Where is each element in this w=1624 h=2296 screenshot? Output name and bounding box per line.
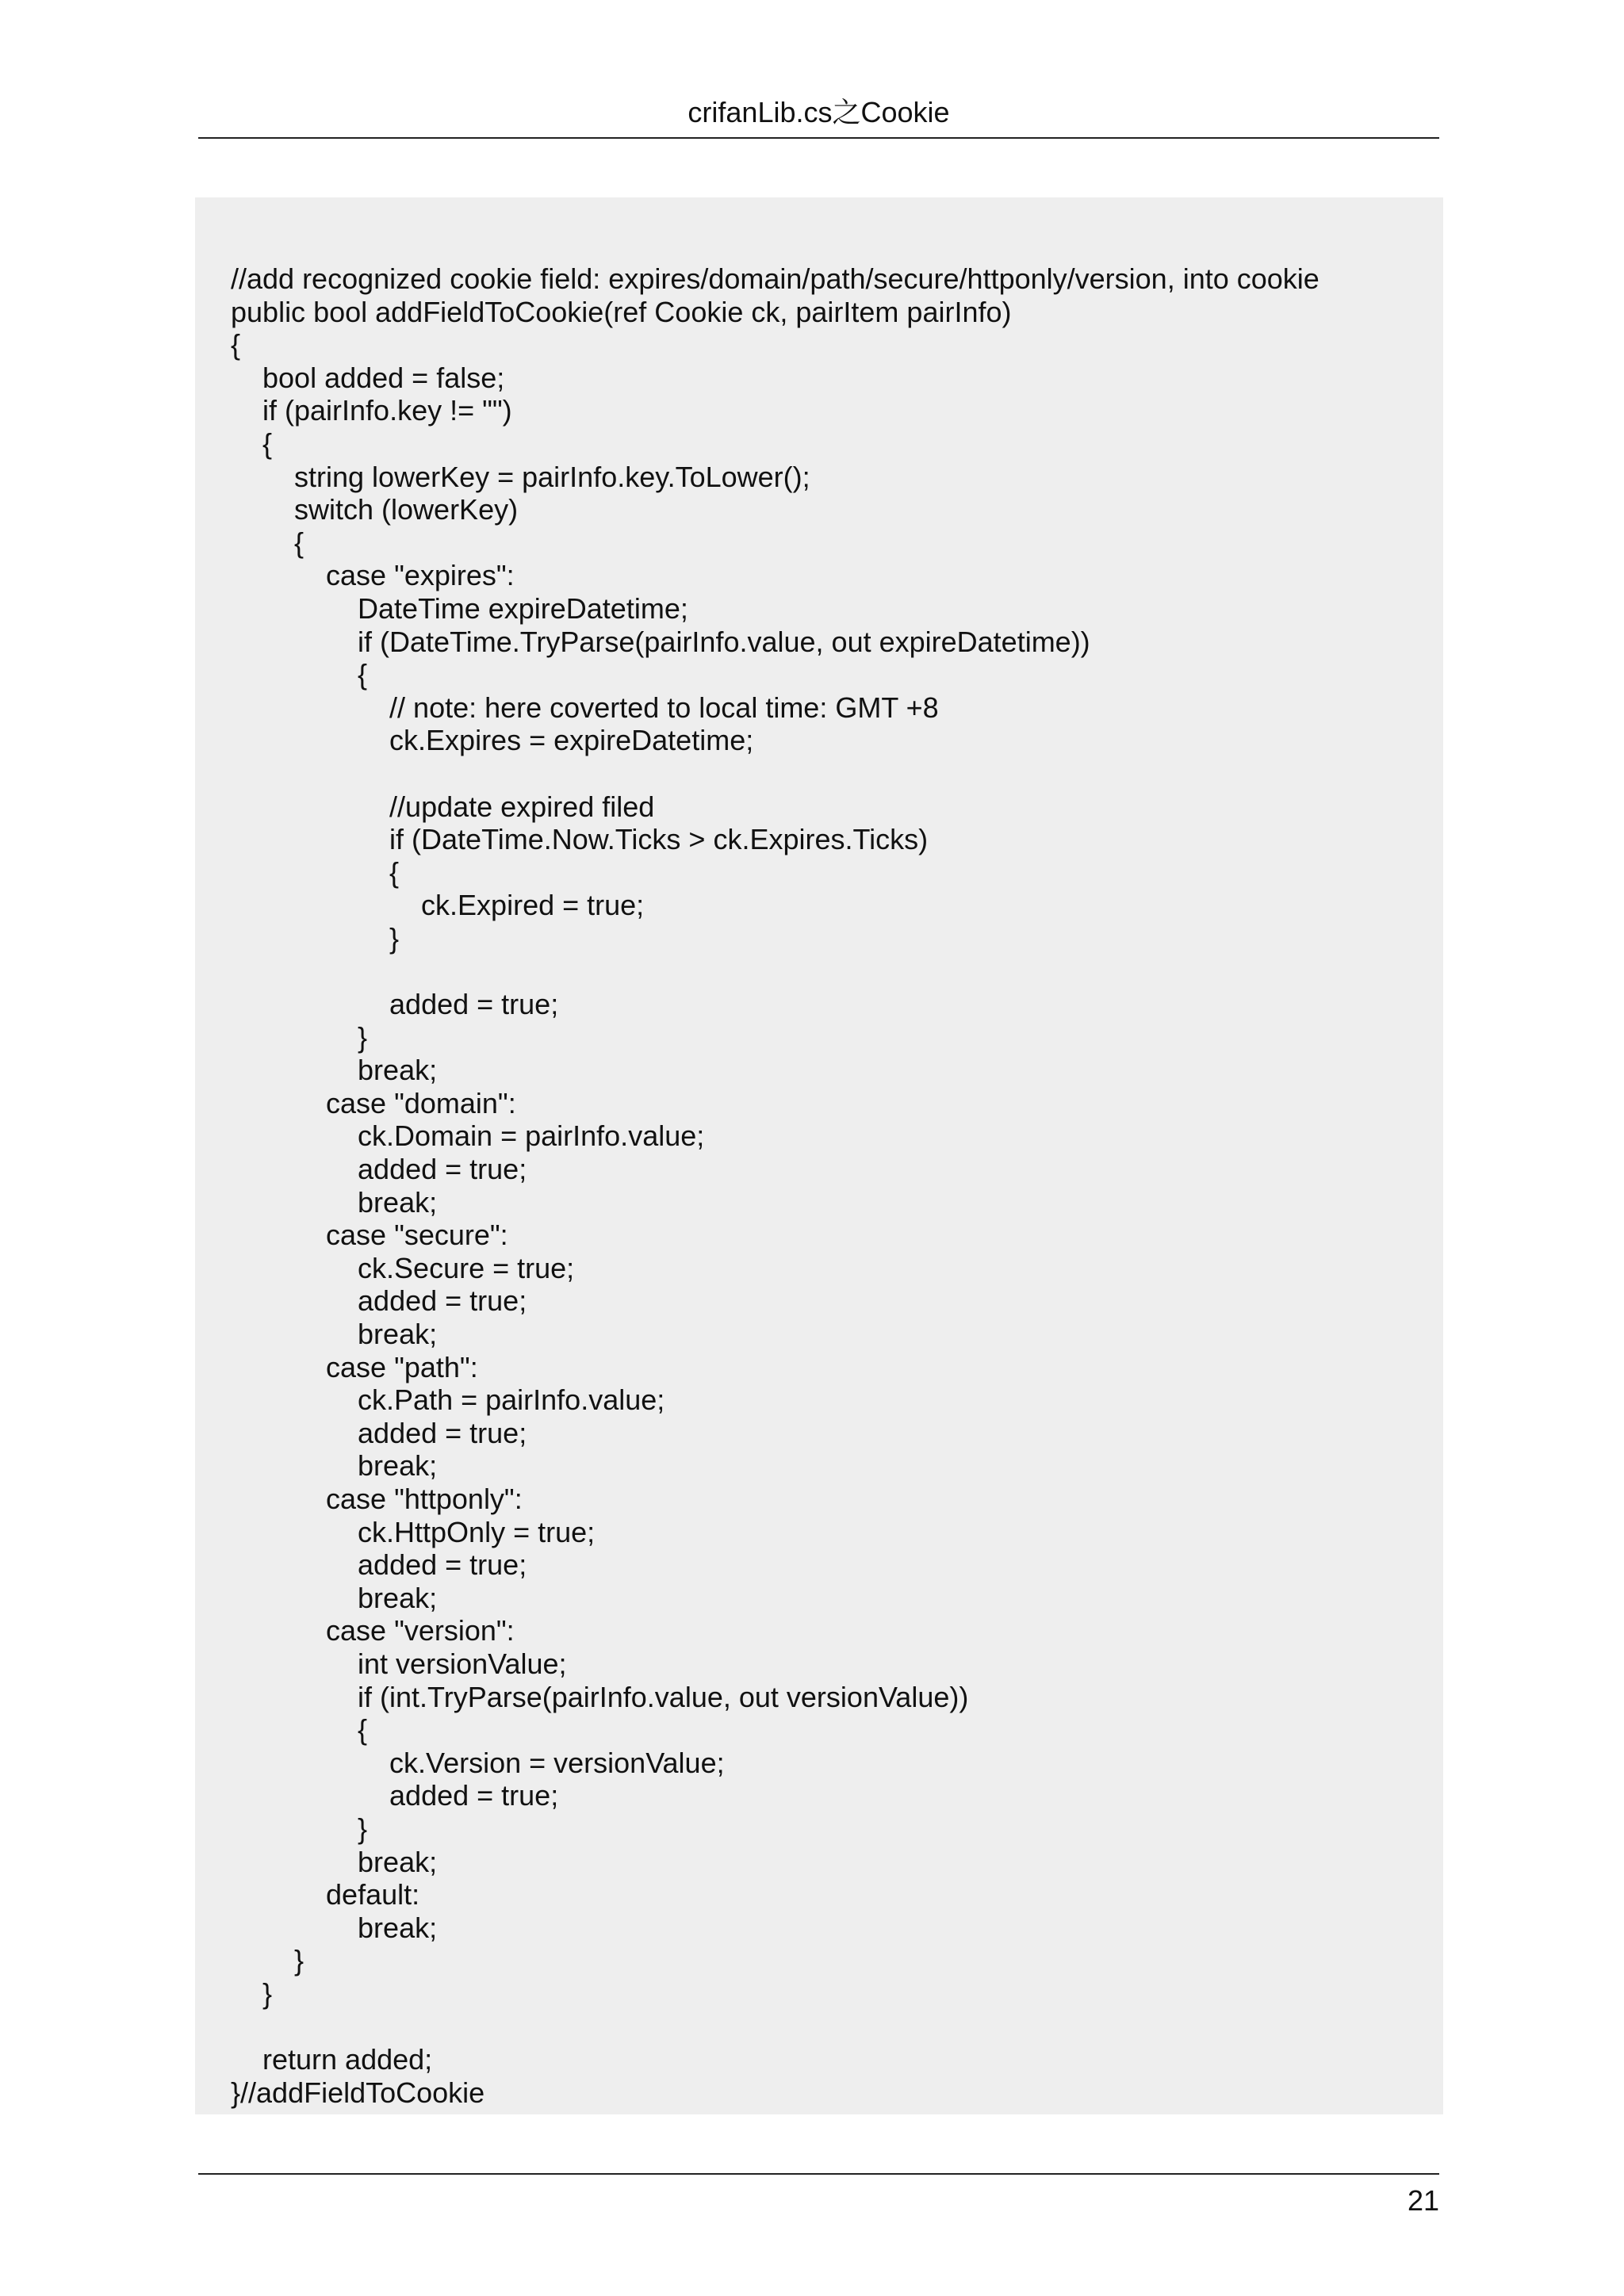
code-line: ck.Domain = pairInfo.value;	[231, 1119, 705, 1153]
footer-divider	[198, 2173, 1439, 2175]
code-line: added = true;	[231, 1548, 527, 1582]
header-divider	[198, 137, 1439, 139]
code-line: break;	[231, 1845, 438, 1878]
code-line: case "expires":	[231, 559, 515, 592]
code-line: added = true;	[231, 1416, 527, 1449]
code-line: case "httponly":	[231, 1482, 523, 1515]
code-line: default:	[231, 1878, 420, 1911]
code-line: ck.Secure = true;	[231, 1251, 575, 1284]
code-line	[231, 955, 1443, 988]
code-line: // note: here coverted to local time: GMT +8	[231, 691, 939, 724]
code-line: {	[231, 1713, 368, 1747]
code-line: //update expired filed	[231, 790, 655, 823]
code-line: }	[231, 1976, 273, 2010]
code-line: break;	[231, 1449, 438, 1483]
code-line: case "secure":	[231, 1219, 508, 1252]
code-line: if (int.TryParse(pairInfo.value, out versionValue))	[231, 1680, 969, 1713]
code-line: }	[231, 921, 400, 955]
code-line: case "domain":	[231, 1086, 516, 1119]
code-line: break;	[231, 1054, 438, 1087]
code-line: }	[231, 1944, 304, 1977]
code-line: }//addFieldToCookie	[231, 2076, 485, 2109]
code-line: DateTime expireDatetime;	[231, 591, 688, 625]
code-line: if (DateTime.TryParse(pairInfo.value, out expireDatetime))	[231, 625, 1090, 658]
code-line: added = true;	[231, 988, 559, 1021]
code-line: switch (lowerKey)	[231, 493, 519, 526]
code-line: {	[231, 328, 241, 362]
code-line: ck.Expired = true;	[231, 889, 645, 922]
code-line: break;	[231, 1581, 438, 1614]
code-line: ck.Path = pairInfo.value;	[231, 1383, 665, 1417]
code-line: return added;	[231, 2043, 433, 2076]
code-line: break;	[231, 1318, 438, 1350]
code-line: break;	[231, 1185, 438, 1219]
code-line: added = true;	[231, 1153, 527, 1186]
code-line: }	[231, 1020, 368, 1054]
code-line: {	[231, 658, 368, 691]
code-line	[231, 2010, 1443, 2043]
code-line: string lowerKey = pairInfo.key.ToLower();	[231, 460, 810, 493]
code-line: if (DateTime.Now.Ticks > ck.Expires.Ticks)	[231, 823, 929, 856]
page-number: 21	[1407, 2184, 1439, 2217]
code-line: added = true;	[231, 1779, 559, 1812]
code-line: }	[231, 1812, 368, 1845]
code-line: if (pairInfo.key != "")	[231, 394, 512, 427]
code-line: break;	[231, 1911, 438, 1944]
code-line: //add recognized cookie field: expires/domain/path/secure/httponly/version, into cookie	[231, 262, 1320, 295]
code-line: ck.Version = versionValue;	[231, 1746, 725, 1779]
code-line: {	[231, 526, 304, 559]
code-line: case "path":	[231, 1350, 478, 1383]
code-line: added = true;	[231, 1284, 527, 1318]
code-line: {	[231, 855, 400, 889]
page-header-title: crifanLib.cs之Cookie	[688, 96, 950, 128]
code-line: ck.HttpOnly = true;	[231, 1515, 596, 1548]
code-line: bool added = false;	[231, 361, 505, 394]
code-line: case "version":	[231, 1614, 515, 1647]
code-line: public bool addFieldToCookie(ref Cookie ck, pairItem pairInfo)	[231, 295, 1012, 328]
code-line: {	[231, 427, 273, 460]
code-block	[195, 197, 1443, 2114]
code-line	[231, 757, 1443, 790]
code-line: ck.Expires = expireDatetime;	[231, 724, 754, 757]
code-line: int versionValue;	[231, 1647, 567, 1680]
